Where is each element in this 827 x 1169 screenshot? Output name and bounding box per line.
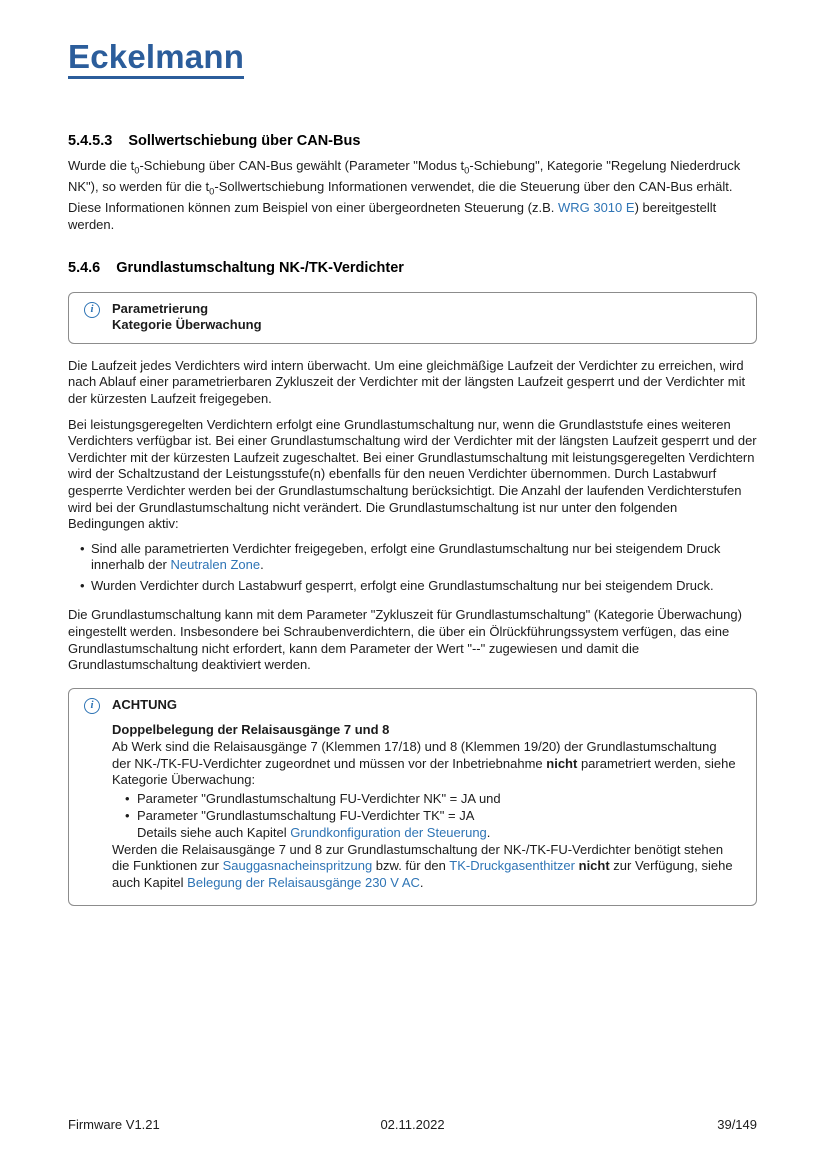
list-item [112,791,736,808]
inline-link[interactable]: Neutralen Zone [170,557,261,573]
text-segment: zur Verfügung, siehe auch Kapitel [112,858,733,890]
text-segment: Ab Werk sind die Relaisausgänge 7 (Klemmen 17/18) und 8 (Klemmen 19/20) der Grundlastumschaltung der NK-/TK-FU-Verdichter zugeordnet und müssen vor der Inbetriebnahme [112,739,717,771]
infobox-line-kategorie: Kategorie Überwachung [112,317,262,333]
paragraph-canbus [68,158,757,234]
parametrierung-infobox [68,292,757,344]
text-segment: Wurden Verdichter durch Lastabwurf gesperrt, erfolgt eine Grundlastumschaltung nur bei steigendem Druck. [91,577,714,593]
text-segment: -Sollwertschiebung Informationen verwendet, die die Steuerung über den CAN-Bus erhält. Diese Informationen können zum Beispiel von einer übergeordneten Steuerung (z.B. [68,179,733,216]
subscript-text: 0 [209,186,215,197]
achtung-body2 [112,842,736,892]
footer-page-number: 39/149 [717,1117,757,1132]
achtung-title: ACHTUNG [112,696,177,712]
inline-link[interactable]: Sauggasnacheinspritzung [222,858,373,874]
text-segment: Wurde die t [68,158,135,173]
conditions-list [68,541,757,595]
text-segment: Werden die Relaisausgänge 7 und 8 zur Grundlastumschaltung der NK-/TK-FU-Verdichter benötigt stehen die Funktionen zur [112,841,724,874]
achtung-box [68,688,757,907]
list-item-text [91,578,714,595]
list-item [68,541,757,574]
bullet-marker: • [125,808,130,824]
list-item-text [137,808,474,825]
inline-link[interactable]: Grundkonfiguration der Steuerung [290,825,487,840]
text-segment: bzw. für den [372,858,450,874]
achtung-details [137,825,736,842]
header [68,40,757,79]
paragraph-leistungsgeregelt [68,417,757,533]
bold-text: nicht [578,858,610,874]
info-icon-glyph: i [90,699,94,712]
achtung-subtitle: Doppelbelegung der Relaisausgänge 7 und 8 [112,722,390,738]
section-title: Grundlastumschaltung NK-/TK-Verdichter [116,259,404,276]
heading-sollwertschiebung [68,133,757,149]
footer-firmware-version: Firmware V1.21 [68,1117,160,1132]
paragraph-zykluszeit [68,607,757,673]
infobox-line-parametrierung: Parametrierung [112,300,209,316]
heading-grundlastumschaltung [68,260,757,276]
list-item-text [91,541,757,574]
page-footer [68,1117,757,1132]
section-number: 5.4.5.3 [68,133,113,149]
text-segment: ) bereitgestellt werden. [68,200,717,232]
text-segment: -Schiebung über CAN-Bus gewählt (Parameter "Modus t [139,158,465,173]
text-segment: parametriert werden, siehe Kategorie Überwachung: [112,755,736,788]
text-segment: Details siehe auch Kapitel [137,825,291,840]
text-segment: Die Grundlastumschaltung kann mit dem Parameter "Zykluszeit für Grundlastumschaltung" (Kategorie Überwachung) eingestellt werden. Insbesondere bei Schraubenverdichtern, die über ein Ölrückführungssystem verfügen, das eine Grundlastumschaltung nicht erfordert, kann dem Parameter der Wert "--" zugewiesen und damit die Grundlastumschaltung deaktiviert werden. [68,607,742,673]
subscript-text: 0 [134,165,140,176]
subscript-text: 0 [464,165,470,176]
text-segment: Sind alle parametrierten Verdichter freigegeben, erfolgt eine Grundlastumschaltung nur bei steigendem Druck innerhalb der [91,540,721,573]
bullet-marker: • [80,577,85,593]
paragraph-laufzeit [68,358,757,408]
footer-date: 02.11.2022 [380,1117,445,1132]
achtung-content [112,697,736,892]
infobox-content [112,301,736,334]
bullet-marker: • [80,540,85,556]
inline-link[interactable]: Belegung der Relaisausgänge 230 V AC [187,874,420,890]
inline-link[interactable]: WRG 3010 E [557,200,635,216]
section-title: Sollwertschiebung über CAN-Bus [128,133,361,149]
text-segment: Parameter "Grundlastumschaltung FU-Verdichter TK" = JA [137,808,475,824]
text-segment: . [260,557,264,573]
info-icon [84,302,100,318]
text-segment: Die Laufzeit jedes Verdichters wird intern überwacht. Um eine gleichmäßige Laufzeit der Verdichter zu erreichen, wird nach Ablauf einer parametrierbaren Zykluszeit der Verdichter mit der längsten Laufzeit gesperrt und der Verdichter mit der kürzesten Laufzeit freigegeben. [68,357,746,406]
achtung-parameter-list [112,791,736,825]
text-segment: Parameter "Grundlastumschaltung FU-Verdichter NK" = JA und [137,790,501,806]
list-item [112,808,736,825]
list-item [68,578,757,595]
text-segment: . [486,825,491,840]
list-item-text [137,791,501,808]
bold-text: nicht [546,755,578,771]
bullet-marker: • [125,790,130,806]
inline-link[interactable]: TK-Druckgasenthitzer [449,858,575,874]
info-icon-glyph: i [90,303,94,316]
text-segment: Bei leistungsgeregelten Verdichtern erfolgt eine Grundlastumschaltung nur, wenn die Grundlaststufe eines weiteren Verdichters verfügbar ist. Bei einer Grundlastumschaltung wird der Verdichter mit der längsten Laufzeit gesperrt und der Verdichter mit der kürzesten Laufzeit zugeschaltet. Bei einer Grundlastumschaltung mit leistungsgeregelten Verdichtern wird der Schaltzustand der Leistungsstufe(n) ebenfalls für den neuen Verdichter übernommen. Durch Lastabwurf gesperrte Verdichter werden bei der Grundlastumschaltung berücksichtigt. Die Anzahl der laufenden Verdichterstufen wird bei der Grundlastumschaltung nicht verändert. Die Grundlastumschaltung ist nur unter den folgenden Bedingungen aktiv: [68,416,757,532]
section-number: 5.4.6 [68,259,101,276]
text-segment: -Schiebung", Kategorie "Regelung Niederdruck NK"), so werden für die t [68,158,741,195]
info-icon [84,698,100,714]
eckelmann-logo: Eckelmann [68,40,244,79]
achtung-body [112,739,736,789]
text-segment: . [419,874,424,890]
